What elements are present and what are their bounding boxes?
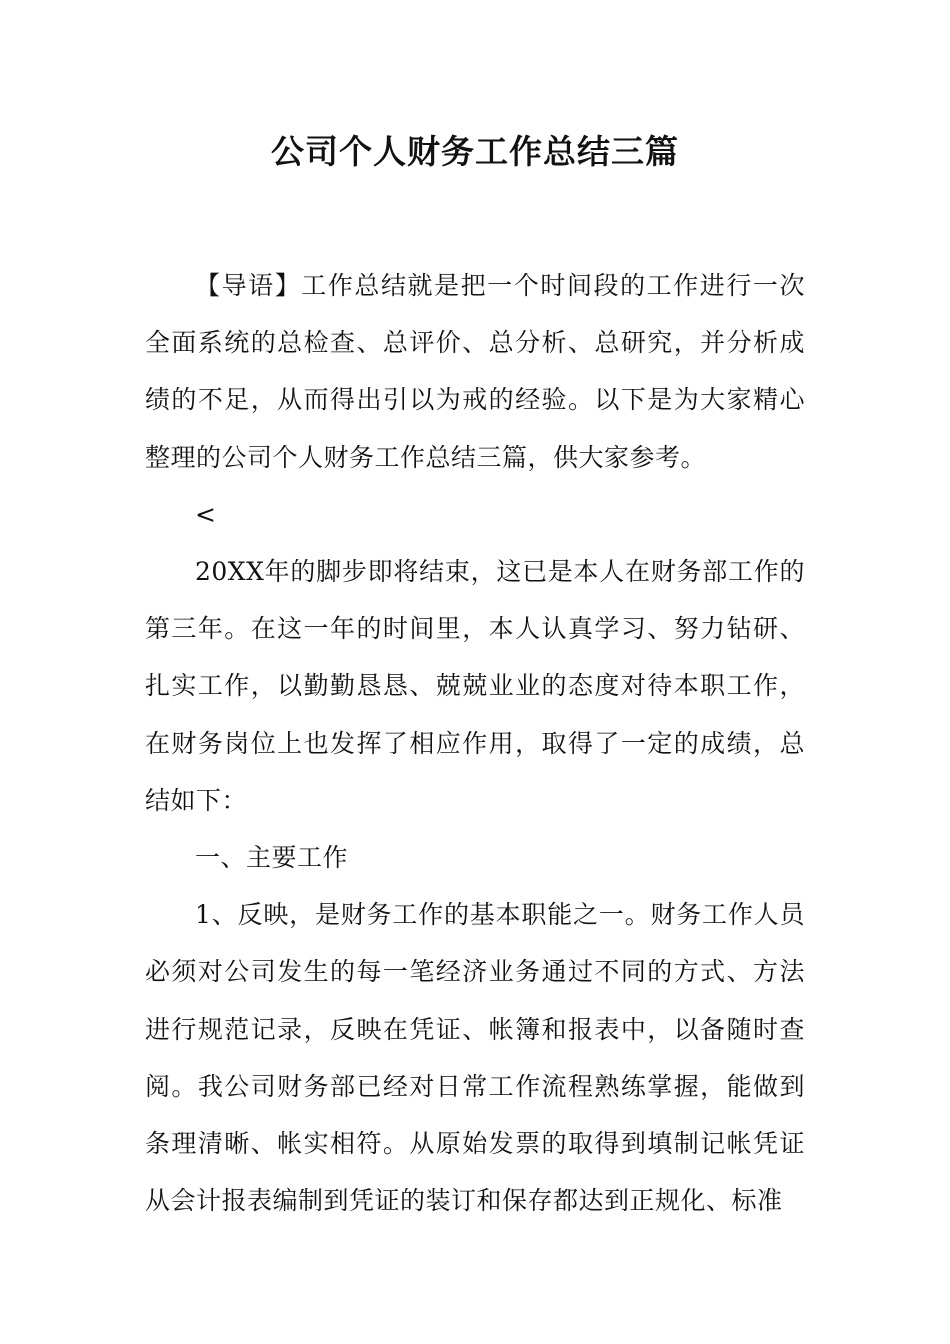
item-paragraph: 1、反映，是财务工作的基本职能之一。财务工作人员必须对公司发生的每一笔经济业务通过不同的方式、方法进行规范记录，反映在凭证、帐簿和报表中，以备随时查阅。我公司财务部已经对日常工作流程熟练掌握，能做到条理清晰、帐实相符。从原始发票的取得到填制记帐凭证从会计报表编制到凭证的装订和保存都达到正规化、标准 <box>145 900 805 1216</box>
document-title: 公司个人财务工作总结三篇 <box>271 132 679 171</box>
section-heading: 一、主要工作 <box>195 843 349 873</box>
intro-paragraph: 【导语】工作总结就是把一个时间段的工作进行一次全面系统的总检查、总评价、总分析、总研究，并分析成绩的不足，从而得出引以为戒的经验。以下是为大家精心整理的公司个人财务工作总结三篇，供大家参考。 <box>145 271 805 472</box>
opening-paragraph: 20XX年的脚步即将结束，这已是本人在财务部工作的第三年。在这一年的时间里，本人认真学习、努力钻研、扎实工作，以勤勤恳恳、兢兢业业的态度对待本职工作，在财务岗位上也发挥了相应作用，取得了一定的成绩，总结如下： <box>145 557 805 815</box>
marker-paragraph: < <box>195 499 217 529</box>
document-body <box>145 257 805 1229</box>
